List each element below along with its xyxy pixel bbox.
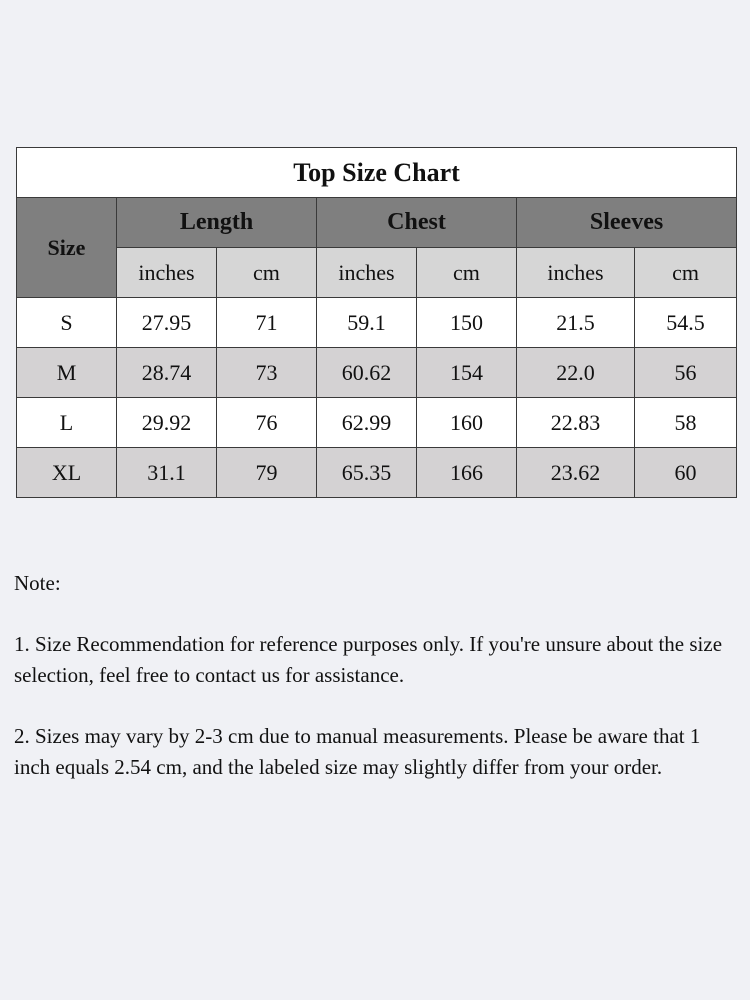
value-cell: 60.62 bbox=[317, 348, 417, 398]
notes-section bbox=[14, 568, 736, 813]
size-column-header: Size bbox=[17, 198, 117, 298]
value-cell: 58 bbox=[635, 398, 737, 448]
value-cell: 60 bbox=[635, 448, 737, 498]
notes-heading: Note: bbox=[14, 571, 61, 595]
value-cell: 154 bbox=[417, 348, 517, 398]
value-cell: 54.5 bbox=[635, 298, 737, 348]
length-group-header: Length bbox=[117, 198, 317, 248]
unit-header: cm bbox=[417, 248, 517, 298]
chest-group-header: Chest bbox=[317, 198, 517, 248]
value-cell: 28.74 bbox=[117, 348, 217, 398]
unit-header: cm bbox=[635, 248, 737, 298]
unit-header: inches bbox=[317, 248, 417, 298]
value-cell: 166 bbox=[417, 448, 517, 498]
size-cell: XL bbox=[17, 448, 117, 498]
unit-header: inches bbox=[117, 248, 217, 298]
value-cell: 22.83 bbox=[517, 398, 635, 448]
value-cell: 27.95 bbox=[117, 298, 217, 348]
value-cell: 150 bbox=[417, 298, 517, 348]
note-item: 2. Sizes may vary by 2-3 cm due to manual measurements. Please be aware that 1 inch equals 2.54 cm, and the labeled size may slightly differ from your order. bbox=[14, 724, 701, 779]
unit-header: cm bbox=[217, 248, 317, 298]
value-cell: 59.1 bbox=[317, 298, 417, 348]
size-cell: L bbox=[17, 398, 117, 448]
table-row bbox=[17, 398, 737, 448]
value-cell: 22.0 bbox=[517, 348, 635, 398]
value-cell: 29.92 bbox=[117, 398, 217, 448]
value-cell: 31.1 bbox=[117, 448, 217, 498]
value-cell: 56 bbox=[635, 348, 737, 398]
value-cell: 71 bbox=[217, 298, 317, 348]
value-cell: 79 bbox=[217, 448, 317, 498]
note-item: 1. Size Recommendation for reference purposes only. If you're unsure about the size selection, feel free to contact us for assistance. bbox=[14, 632, 723, 687]
value-cell: 21.5 bbox=[517, 298, 635, 348]
value-cell: 73 bbox=[217, 348, 317, 398]
table-row bbox=[17, 448, 737, 498]
table-title: Top Size Chart bbox=[17, 148, 737, 198]
unit-header: inches bbox=[517, 248, 635, 298]
value-cell: 23.62 bbox=[517, 448, 635, 498]
size-cell: M bbox=[17, 348, 117, 398]
size-chart-table bbox=[16, 147, 737, 498]
value-cell: 62.99 bbox=[317, 398, 417, 448]
value-cell: 65.35 bbox=[317, 448, 417, 498]
table-row bbox=[17, 298, 737, 348]
table-row bbox=[17, 348, 737, 398]
value-cell: 76 bbox=[217, 398, 317, 448]
size-cell: S bbox=[17, 298, 117, 348]
value-cell: 160 bbox=[417, 398, 517, 448]
sleeves-group-header: Sleeves bbox=[517, 198, 737, 248]
